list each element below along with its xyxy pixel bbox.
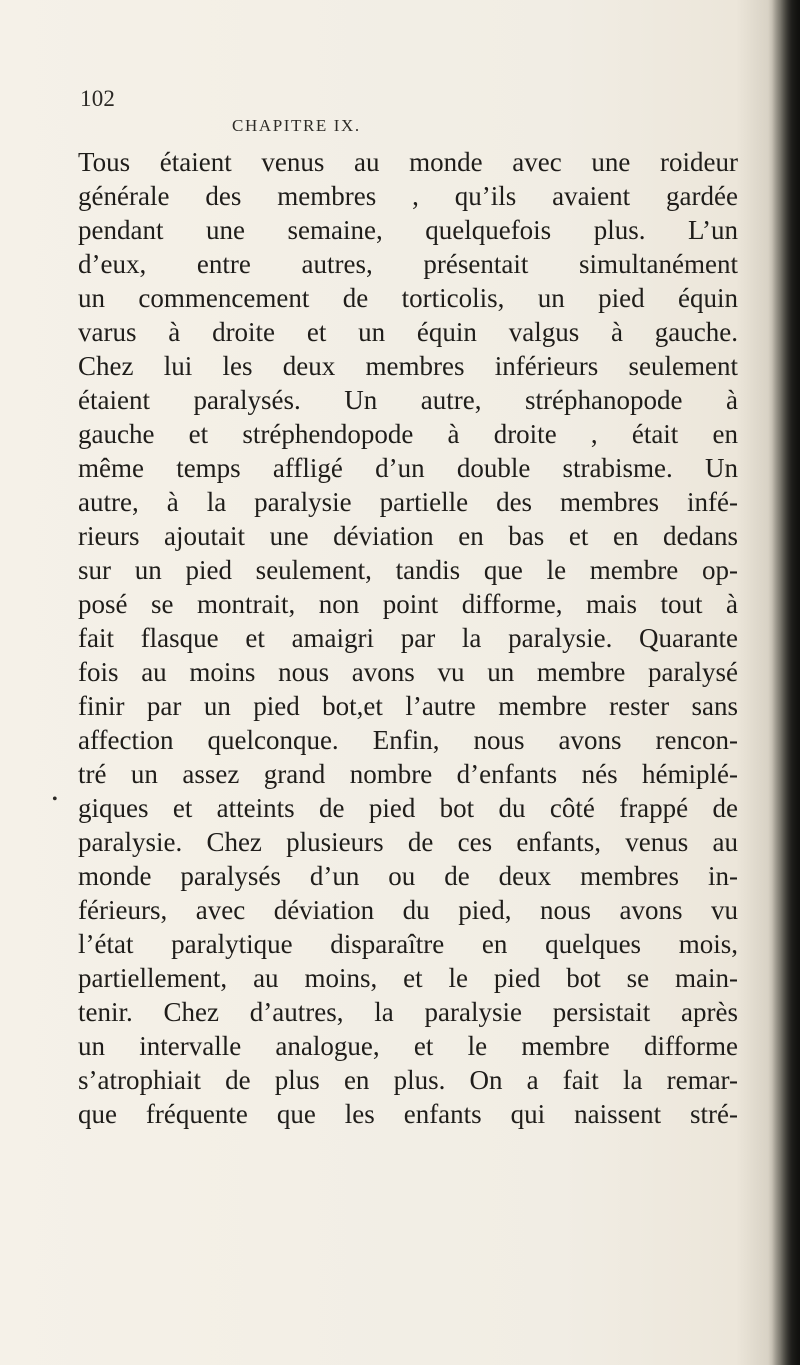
text-line: autre, à la paralysie partielle des membres infé-	[78, 487, 738, 517]
text-line: un commencement de torticolis, un pied équin	[78, 283, 738, 313]
text-line: Tous étaient venus au monde avec une roideur	[78, 147, 738, 177]
text-line: tré un assez grand nombre d’enfants nés hémiplé-	[78, 759, 738, 789]
text-line: fait flasque et amaigri par la paralysie. Quarante	[78, 623, 738, 653]
text-line: partiellement, au moins, et le pied bot se main-	[78, 963, 738, 993]
text-line: fois au moins nous avons vu un membre paralysé	[78, 657, 738, 687]
text-line: gauche et stréphendopode à droite , était en	[78, 419, 738, 449]
text-line: s’atrophiait de plus en plus. On a fait la remar-	[78, 1065, 738, 1095]
margin-mark: •	[52, 791, 58, 808]
text-line: sur un pied seulement, tandis que le membre op-	[78, 555, 738, 585]
text-line: d’eux, entre autres, présentait simultanément	[78, 249, 738, 279]
page-number: 102	[80, 86, 116, 111]
text-line: Chez lui les deux membres inférieurs seulement	[78, 351, 738, 381]
text-line: férieurs, avec déviation du pied, nous avons vu	[78, 895, 738, 925]
text-line: affection quelconque. Enfin, nous avons rencon-	[78, 725, 738, 755]
text-line: posé se montrait, non point difforme, mais tout à	[78, 589, 738, 619]
text-line: tenir. Chez d’autres, la paralysie persistait après	[78, 997, 738, 1027]
text-line: rieurs ajoutait une déviation en bas et en dedans	[78, 521, 738, 551]
text-line: pendant une semaine, quelquefois plus. L’un	[78, 215, 738, 245]
text-line: monde paralysés d’un ou de deux membres in-	[78, 861, 738, 891]
text-line: que fréquente que les enfants qui naissent stré-	[78, 1099, 738, 1129]
text-line: un intervalle analogue, et le membre difforme	[78, 1031, 738, 1061]
text-line: varus à droite et un équin valgus à gauche.	[78, 317, 738, 347]
text-line: même temps affligé d’un double strabisme. Un	[78, 453, 738, 483]
text-line: finir par un pied bot,et l’autre membre rester sans	[78, 691, 738, 721]
text-line: étaient paralysés. Un autre, stréphanopode à	[78, 385, 738, 415]
binding-edge-shadow	[772, 0, 800, 1365]
running-head: CHAPITRE IX.	[232, 116, 361, 135]
text-line: générale des membres , qu’ils avaient gardée	[78, 181, 738, 211]
text-line: paralysie. Chez plusieurs de ces enfants, venus au	[78, 827, 738, 857]
text-line: giques et atteints de pied bot du côté frappé de	[78, 793, 738, 823]
text-line: l’état paralytique disparaître en quelques mois,	[78, 929, 738, 959]
